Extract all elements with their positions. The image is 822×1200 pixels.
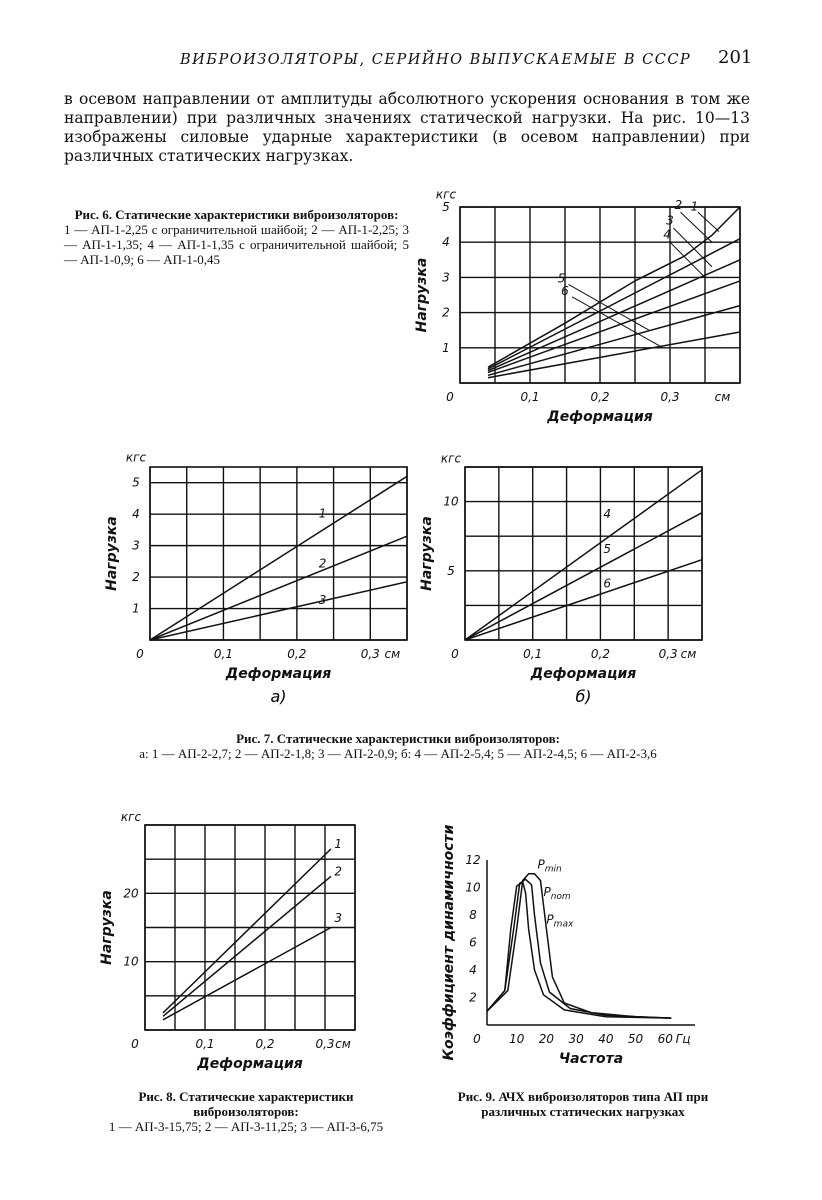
x-tick-label: 40 xyxy=(598,1032,614,1046)
body-paragraph: в осевом направлении от амплитуды абсолютного ускорения основания в том же направлении) при различных значениях статической нагрузки. На рис. 10—13 изображены силовые ударные характеристики (в осевом направлении) при различных статических нагрузках. xyxy=(64,90,750,165)
x-axis-title: Деформация xyxy=(530,666,637,682)
x-unit-label: см xyxy=(384,647,401,661)
x-unit-label: Гц xyxy=(675,1032,691,1046)
y-tick-label: 3 xyxy=(442,270,450,285)
y-tick-label: 2 xyxy=(442,305,450,320)
series-label-5: 5 xyxy=(603,541,612,556)
x-axis-title: Деформация xyxy=(225,666,332,682)
series-line-5 xyxy=(465,513,702,640)
y-tick-label: 20 xyxy=(123,886,139,901)
x-unit-label: см xyxy=(335,1037,351,1051)
x-tick-label: 30 xyxy=(568,1032,584,1046)
figure-6-caption-title: Рис. 6. Статические характеристики виброизоляторов: xyxy=(74,207,399,222)
x-tick-label: 0,1 xyxy=(523,647,543,661)
series-line-6 xyxy=(465,560,702,640)
series-line-3 xyxy=(163,928,331,1020)
y-tick-label: 4 xyxy=(469,963,477,977)
y-tick-label: 6 xyxy=(469,935,477,950)
series-line-3 xyxy=(150,582,407,640)
series-line-4 xyxy=(488,281,740,373)
x-tick-label: 50 xyxy=(627,1032,644,1046)
series-line-p-max xyxy=(487,882,671,1018)
figure-7a-chart xyxy=(100,450,430,710)
running-header: ВИБРОИЗОЛЯТОРЫ, СЕРИЙНО ВЫПУСКАЕМЫЕ В СССР xyxy=(180,52,692,68)
y-unit-label: кгс xyxy=(435,187,457,202)
y-tick-label: 1 xyxy=(442,340,450,355)
y-unit-label: кгс xyxy=(440,451,462,466)
x-tick-label: 0 xyxy=(136,647,144,661)
x-tick-label: 0 xyxy=(131,1037,139,1051)
y-axis-title: Нагрузка xyxy=(99,890,115,965)
series-line-p-min xyxy=(487,874,671,1018)
series-label-2: 2 xyxy=(674,197,683,212)
figure-8-caption xyxy=(96,1089,396,1134)
series-line-1 xyxy=(163,849,331,1013)
y-unit-label: кгс xyxy=(125,450,147,465)
series-label-3: 3 xyxy=(318,592,327,607)
series-label-3: 3 xyxy=(334,911,343,926)
figure-9-caption-text: Рис. 9. АЧХ виброизоляторов типа АП при различных статических нагрузках xyxy=(457,1089,709,1119)
series-line-1 xyxy=(488,207,740,367)
x-tick-label: 0,2 xyxy=(287,647,307,661)
series-label-2: 2 xyxy=(318,556,327,571)
series-line-1 xyxy=(150,476,407,640)
x-axis-title: Частота xyxy=(558,1051,624,1067)
series-label-1: 1 xyxy=(690,199,699,214)
y-axis-title: Нагрузка xyxy=(104,516,120,591)
figure-7-caption-body: а: 1 — АП-2-2,7; 2 — АП-2-1,8; 3 — АП-2-0,9; б: 4 — АП-2-5,4; 5 — АП-2-4,5; 6 — АП-2-3,6 xyxy=(139,746,657,761)
series-line-2 xyxy=(488,239,740,369)
x-tick-label: 0,2 xyxy=(255,1037,275,1051)
y-tick-label: 5 xyxy=(442,200,450,214)
figure-9-caption xyxy=(438,1089,728,1119)
figure-8-caption-title: Рис. 8. Статические характеристики виброизоляторов: xyxy=(138,1089,354,1119)
series-label-3: 3 xyxy=(666,213,674,228)
y-tick-label: 2 xyxy=(469,990,477,1005)
x-unit-label: см xyxy=(714,390,731,404)
figure-8-caption-body: 1 — АП-3-15,75; 2 — АП-3-11,25; 3 — АП-3-6,75 xyxy=(108,1119,384,1134)
series-label-p-nom: $P_{nom}$ xyxy=(543,884,571,902)
y-axis-title: Нагрузка xyxy=(419,516,435,591)
series-label-6: 6 xyxy=(603,576,612,591)
page-number: 201 xyxy=(718,47,753,68)
series-label-5: 5 xyxy=(557,271,566,286)
y-axis-title: Нагрузка xyxy=(414,257,430,333)
figure-6-chart xyxy=(414,187,760,425)
figure-7-caption-title: Рис. 7. Статические характеристики виброизоляторов: xyxy=(236,731,560,746)
x-axis-title: Деформация xyxy=(547,409,653,425)
x-tick-label: 0,3 xyxy=(660,390,680,404)
figure-9-chart xyxy=(441,824,730,1070)
series-label-1: 1 xyxy=(334,837,343,852)
y-tick-label: 8 xyxy=(469,908,477,922)
x-tick-label: 60 xyxy=(657,1032,673,1046)
y-tick-label: 10 xyxy=(465,880,481,895)
x-tick-label: 0,1 xyxy=(213,647,233,661)
x-tick-label: 0,1 xyxy=(520,390,540,404)
x-tick-label: 20 xyxy=(538,1032,555,1046)
y-tick-label: 2 xyxy=(132,570,140,585)
x-tick-label: 0,3 xyxy=(315,1037,335,1051)
series-label-p-min: $P_{min}$ xyxy=(537,857,562,875)
x-axis-title: Деформация xyxy=(197,1056,303,1072)
y-tick-label: 5 xyxy=(447,563,455,578)
figure-7b-chart xyxy=(415,451,725,710)
series-label-4: 4 xyxy=(603,507,612,522)
leader-line-2 xyxy=(681,212,713,242)
x-tick-label: 0,1 xyxy=(195,1037,215,1051)
x-tick-label: 10 xyxy=(509,1032,525,1046)
series-line-3 xyxy=(488,260,740,371)
leader-line-3 xyxy=(674,228,713,267)
panel-label: б) xyxy=(575,687,592,706)
figure-7-caption xyxy=(88,731,708,761)
series-label-2: 2 xyxy=(334,864,343,879)
series-label-4: 4 xyxy=(663,227,672,242)
series-label-1: 1 xyxy=(318,506,327,521)
y-tick-label: 10 xyxy=(123,954,139,969)
x-unit-label: см xyxy=(680,647,697,661)
y-tick-label: 10 xyxy=(443,494,459,509)
y-tick-label: 3 xyxy=(132,538,140,553)
y-tick-label: 1 xyxy=(132,601,140,616)
y-tick-label: 12 xyxy=(465,853,481,867)
x-tick-label: 0,2 xyxy=(590,390,610,404)
y-axis-title: Коэффициент динамичности xyxy=(441,824,457,1061)
figure-6-caption-body: 1 — АП-1-2,25 с ограничительной шайбой; 2 — АП-1-2,25; 3 — АП-1-1,35; 4 — АП-1-1,35 с ограничительной шайбой; 5 — АП-1-0,9; 6 — АП-1-0,45 xyxy=(64,222,409,267)
x-tick-label: 0 xyxy=(451,647,459,661)
plot-frame xyxy=(150,467,407,640)
figure-6-caption xyxy=(64,207,409,267)
x-tick-label: 0,3 xyxy=(658,647,678,661)
x-tick-label: 0,3 xyxy=(360,647,380,661)
x-tick-label: 0 xyxy=(446,390,454,404)
figure-8-chart xyxy=(90,810,400,1070)
series-label-p-max: $P_{max}$ xyxy=(546,912,574,930)
y-tick-label: 5 xyxy=(132,475,140,490)
leader-line-1 xyxy=(698,212,719,231)
x-tick-label: 0 xyxy=(473,1032,481,1046)
series-line-2 xyxy=(150,536,407,640)
series-line-4 xyxy=(465,470,702,640)
x-tick-label: 0,2 xyxy=(590,647,610,661)
y-tick-label: 4 xyxy=(132,507,140,522)
series-label-6: 6 xyxy=(561,284,569,298)
y-unit-label: кгс xyxy=(120,809,142,824)
y-tick-label: 4 xyxy=(442,235,450,250)
panel-label: а) xyxy=(270,687,287,706)
